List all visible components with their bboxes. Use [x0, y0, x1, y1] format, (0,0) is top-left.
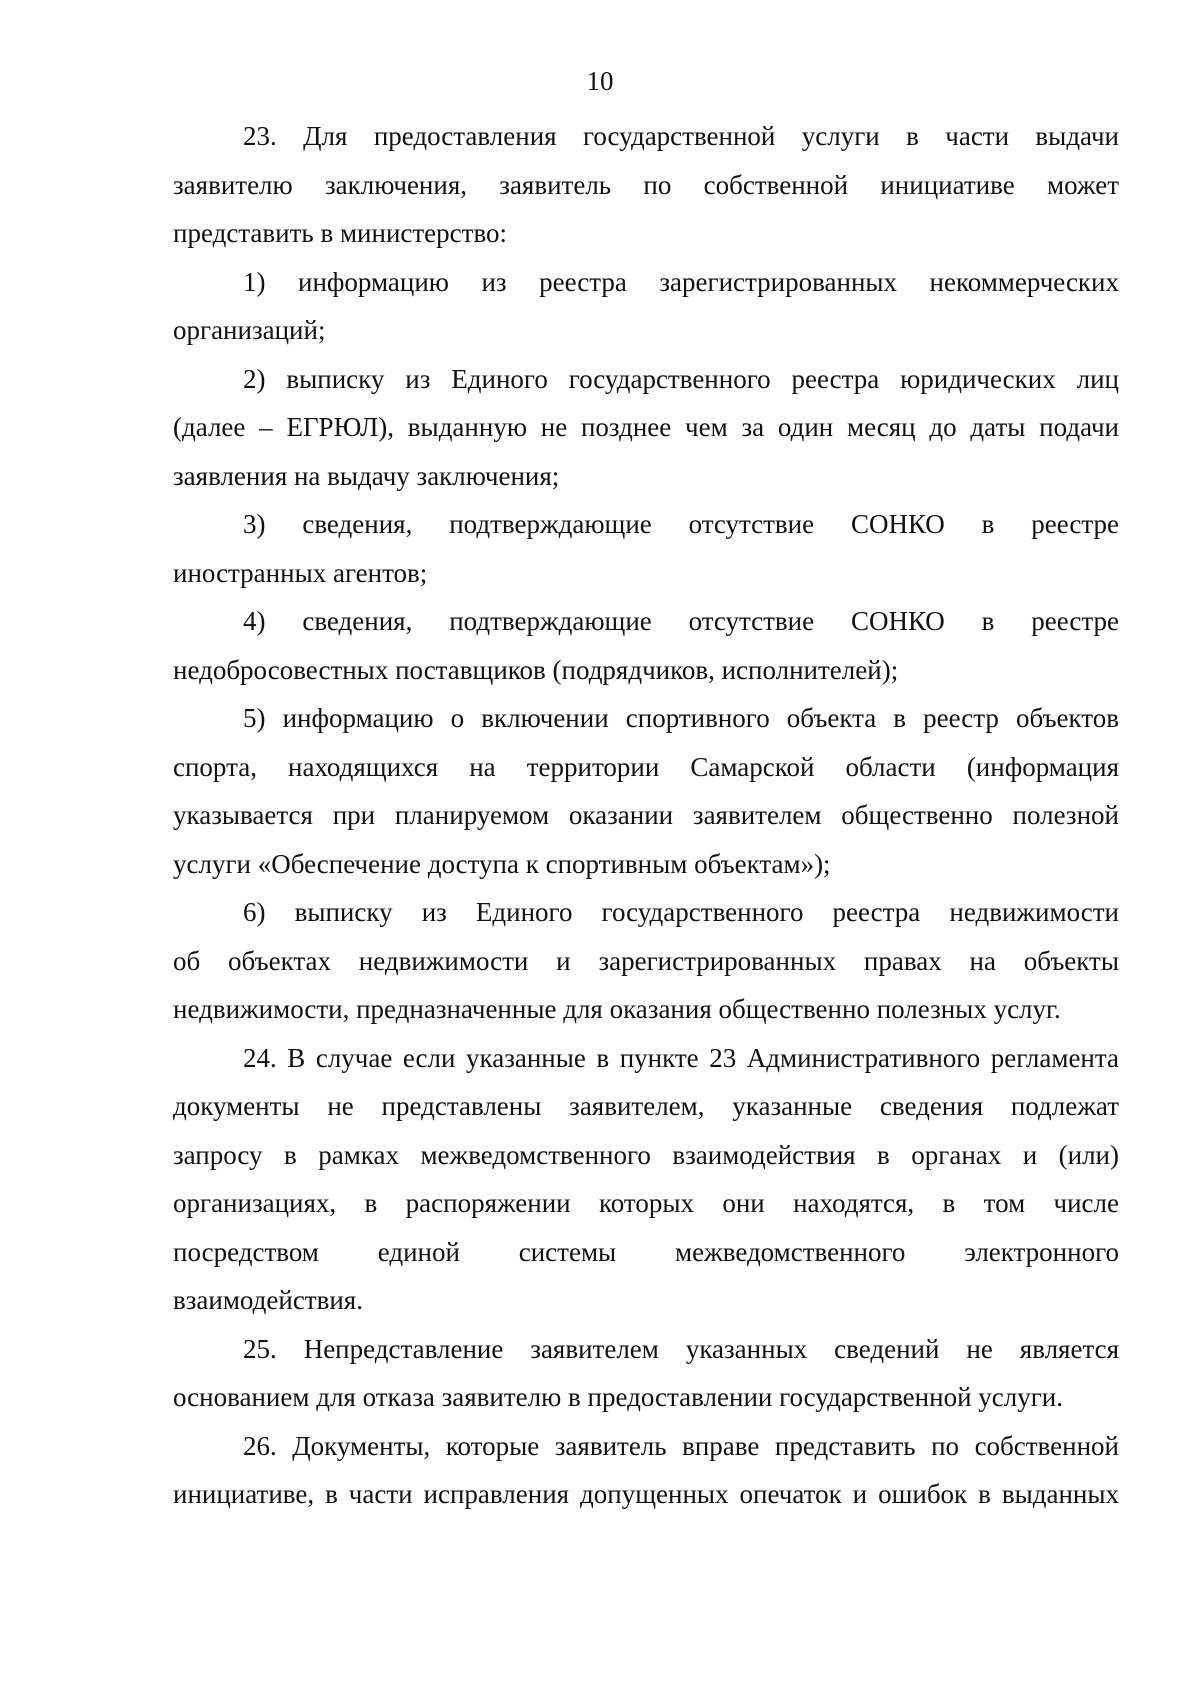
- text-line: недвижимости, предназначенные для оказания общественно полезных услуг.: [173, 994, 1061, 1024]
- text-line: 1) информацию из реестра зарегистрированных некоммерческих: [243, 266, 1119, 297]
- text-line: иностранных агентов;: [173, 557, 428, 588]
- paragraph-26: [173, 1422, 1119, 1519]
- text-line: спорта, находящихся на территории Самарской области (информация: [173, 751, 1119, 782]
- text-line: 2) выписку из Единого государственного реестра юридических лиц: [243, 363, 1119, 394]
- text-line: документы не представлены заявителем, указанные сведения подлежат: [173, 1091, 1119, 1121]
- paragraph-23: [173, 112, 1119, 258]
- text-line: указывается при планируемом оказании заявителем общественно полезной: [173, 800, 1119, 830]
- text-line: запросу в рамках межведомственного взаимодействия в органах и (или): [173, 1139, 1119, 1170]
- paragraph-24: [173, 1034, 1119, 1325]
- text-line: заявителю заключения, заявитель по собственной инициативе может: [173, 169, 1119, 200]
- text-line: организаций;: [173, 315, 326, 345]
- document-body: [173, 112, 1119, 1519]
- text-line: 4) сведения, подтверждающие отсутствие СОНКО в реестре: [243, 606, 1119, 636]
- page-number: 10: [586, 66, 614, 96]
- list-item-6: [173, 888, 1119, 1034]
- list-item-5: [173, 694, 1119, 888]
- text-line: 23. Для предоставления государственной услуги в части выдачи: [243, 121, 1119, 151]
- text-line: (далее – ЕГРЮЛ), выданную не позднее чем за один месяц до даты подачи: [173, 412, 1119, 442]
- list-item-3: [173, 500, 1119, 597]
- paragraph-25: [173, 1325, 1119, 1422]
- text-line: 6) выписку из Единого государственного реестра недвижимости: [243, 897, 1119, 927]
- list-item-1: [173, 258, 1119, 355]
- text-line: 25. Непредставление заявителем указанных сведений не является: [243, 1333, 1119, 1364]
- text-line: 5) информацию о включении спортивного объекта в реестр объектов: [243, 703, 1119, 733]
- text-line: 26. Документы, которые заявитель вправе представить по собственной: [243, 1430, 1119, 1461]
- text-line: посредством единой системы межведомственного электронного: [173, 1236, 1119, 1267]
- text-line: основанием для отказа заявителю в предоставлении государственной услуги.: [173, 1382, 1063, 1412]
- text-line: заявления на выдачу заключения;: [173, 460, 560, 491]
- text-line: об объектах недвижимости и зарегистрированных правах на объекты: [173, 945, 1119, 976]
- text-line: взаимодействия.: [173, 1285, 363, 1315]
- text-line: организациях, в распоряжении которых они находятся, в том числе: [173, 1188, 1119, 1218]
- text-line: 3) сведения, подтверждающие отсутствие СОНКО в реестре: [243, 509, 1119, 539]
- text-line: 24. В случае если указанные в пункте 23 Административного регламента: [243, 1042, 1119, 1073]
- list-item-4: [173, 597, 1119, 694]
- text-line: представить в министерство:: [173, 218, 508, 248]
- text-line: инициативе, в части исправления допущенных опечаток и ошибок в выданных: [173, 1479, 1119, 1509]
- text-line: недобросовестных поставщиков (подрядчиков, исполнителей);: [173, 654, 899, 685]
- list-item-2: [173, 355, 1119, 501]
- text-line: услуги «Обеспечение доступа к спортивным объектам»);: [173, 848, 831, 879]
